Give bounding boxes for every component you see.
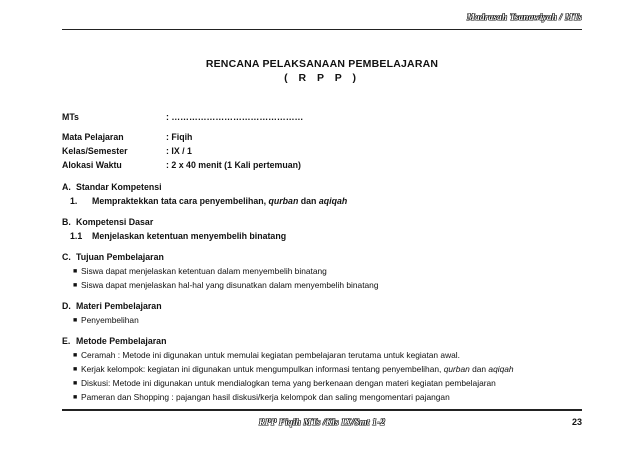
item-text-part: Mempraktekkan tata cara penyembelihan, bbox=[92, 196, 269, 206]
section-materi bbox=[62, 299, 582, 327]
item-text-part: dan bbox=[469, 364, 489, 374]
info-label: MTs bbox=[62, 112, 79, 122]
section-letter: A. bbox=[62, 182, 71, 192]
section-heading bbox=[62, 299, 582, 313]
list-item bbox=[62, 278, 582, 292]
italic-term: qurban bbox=[443, 364, 470, 374]
bullet-square-icon: ■ bbox=[73, 379, 78, 387]
section-tujuan bbox=[62, 250, 582, 292]
section-kompetensi-dasar bbox=[62, 215, 582, 243]
bullet-square-icon: ■ bbox=[73, 351, 78, 359]
list-item bbox=[62, 362, 582, 376]
page-number: 23 bbox=[571, 417, 582, 427]
bullet-square-icon: ■ bbox=[73, 365, 78, 373]
section-standar-kompetensi bbox=[62, 180, 582, 208]
list-item-text: Pameran dan Shopping : pajangan hasil diskusi/kerja kelompok dan saling mengomentari pajangan bbox=[81, 392, 450, 402]
section-metode bbox=[62, 334, 582, 404]
list-item bbox=[62, 348, 582, 362]
section-heading bbox=[62, 215, 582, 229]
section-heading bbox=[62, 250, 582, 264]
running-footer: RPP Fiqih MTs /Kls IX/Smt 1-2 bbox=[258, 417, 386, 427]
info-label: Mata Pelajaran bbox=[62, 132, 124, 142]
list-item bbox=[62, 313, 582, 327]
italic-term: aqiqah bbox=[488, 364, 514, 374]
bullet-square-icon: ■ bbox=[73, 281, 78, 289]
section-title: Metode Pembelajaran bbox=[76, 336, 167, 346]
list-item-text bbox=[81, 364, 514, 374]
item-number: 1. bbox=[70, 196, 78, 206]
document-subtitle: ( R P P ) bbox=[284, 72, 360, 84]
item-text-part: Kerjak kelompok: kegiatan ini digunakan untuk mengumpulkan informasi tentang penyembelihan, bbox=[81, 364, 444, 374]
list-item-text: Penyembelihan bbox=[81, 315, 139, 325]
identity-table bbox=[62, 110, 303, 172]
list-item-text: Siswa dapat menjelaskan hal-hal yang disunatkan dalam menyembelih binatang bbox=[81, 280, 379, 290]
info-row-mts bbox=[62, 110, 303, 124]
section-heading bbox=[62, 180, 582, 194]
section-title: Tujuan Pembelajaran bbox=[76, 252, 164, 262]
section-title: Kompetensi Dasar bbox=[76, 217, 154, 227]
info-value: : 2 x 40 menit (1 Kali pertemuan) bbox=[166, 160, 301, 170]
section-heading bbox=[62, 334, 582, 348]
section-letter: D. bbox=[62, 301, 71, 311]
italic-term: aqiqah bbox=[318, 196, 348, 206]
item-text: Menjelaskan ketentuan menyembelih binatang bbox=[92, 231, 287, 241]
section-title: Materi Pembelajaran bbox=[76, 301, 162, 311]
sections bbox=[62, 180, 582, 411]
section-letter: E. bbox=[62, 336, 71, 346]
section-line bbox=[62, 229, 582, 243]
bullet-square-icon: ■ bbox=[73, 267, 78, 275]
info-row-subject bbox=[62, 130, 303, 144]
info-value: : IX / 1 bbox=[166, 146, 192, 156]
info-row-class bbox=[62, 144, 303, 158]
section-line bbox=[62, 194, 582, 208]
footer-rule bbox=[62, 409, 582, 411]
bullet-square-icon: ■ bbox=[73, 393, 78, 401]
list-item-text: Diskusi: Metode ini digunakan untuk mendialogkan tema yang berkenaan dengan materi kegiatan pembelajaran bbox=[81, 378, 496, 388]
list-item bbox=[62, 264, 582, 278]
header-rule bbox=[62, 29, 582, 30]
running-head: Madrasah Tsanawiyah / MTs bbox=[466, 12, 582, 22]
section-title: Standar Kompetensi bbox=[76, 182, 162, 192]
item-text bbox=[92, 196, 347, 206]
item-number: 1.1 bbox=[70, 231, 83, 241]
info-value: : Fiqih bbox=[166, 132, 193, 142]
italic-term: qurban bbox=[268, 196, 299, 206]
bullet-square-icon: ■ bbox=[73, 316, 78, 324]
list-item-text: Siswa dapat menjelaskan ketentuan dalam menyembelih binatang bbox=[81, 266, 327, 276]
info-label: Kelas/Semester bbox=[62, 146, 128, 156]
list-item bbox=[62, 376, 582, 390]
info-label: Alokasi Waktu bbox=[62, 160, 122, 170]
item-text-part: dan bbox=[298, 196, 319, 206]
document-title: RENCANA PELAKSANAAN PEMBELAJARAN bbox=[205, 58, 439, 70]
info-value: : ……………………………………… bbox=[166, 112, 304, 122]
list-item bbox=[62, 390, 582, 404]
section-letter: B. bbox=[62, 217, 71, 227]
info-row-time bbox=[62, 158, 303, 172]
title-block bbox=[62, 58, 582, 84]
list-item-text: Ceramah : Metode ini digunakan untuk memulai kegiatan pembelajaran terutama untuk kegiatan awal. bbox=[81, 350, 460, 360]
section-letter: C. bbox=[62, 252, 71, 262]
